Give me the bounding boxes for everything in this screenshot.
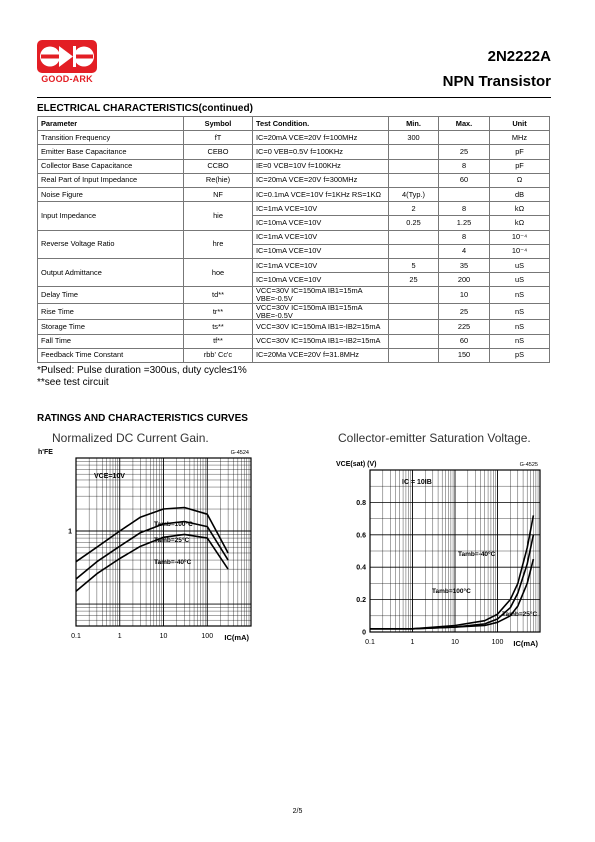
header-min: Min. <box>389 117 439 131</box>
part-description: NPN Transistor <box>442 73 551 90</box>
cell-parameter: Rise Time <box>38 303 184 320</box>
chart1-title: Normalized DC Current Gain. <box>52 431 209 445</box>
cell-unit: nS <box>490 320 550 334</box>
diode-logo-icon <box>37 40 97 73</box>
series-label: Tamb=-40°C <box>458 551 496 558</box>
cell-min <box>389 145 439 159</box>
table-row <box>38 145 550 159</box>
chart2-title: Collector-emitter Saturation Voltage. <box>338 431 531 445</box>
chart-annotation: IC = 10IB <box>402 479 432 486</box>
page-number: 2/5 <box>292 808 303 815</box>
saturation-voltage-chart <box>330 446 560 656</box>
cell-symbol: hie <box>184 202 253 230</box>
cell-parameter: Fall Time <box>38 334 184 348</box>
x-tick-label: 0.1 <box>71 633 81 640</box>
table-header-row <box>38 117 550 131</box>
cell-max: 225 <box>439 320 490 334</box>
cell-max: 8 <box>439 202 490 216</box>
y-axis-label: h'FE <box>38 449 53 456</box>
x-tick-label: 1 <box>410 639 415 646</box>
cell-max: 200 <box>439 273 490 287</box>
cell-symbol: CCBO <box>184 159 253 173</box>
cell-parameter: Input Impedance <box>38 202 184 230</box>
note-pulsed: *Pulsed: Pulse duration =300us, duty cycle≤1% <box>37 365 247 376</box>
cell-min <box>389 173 439 187</box>
header-parameter: Parameter <box>38 117 184 131</box>
cell-condition: IC=10mA VCE=10V <box>253 244 389 258</box>
series-label: Tamb=25°C <box>502 611 538 618</box>
y-axis-label: VCE(sat) (V) <box>336 461 377 468</box>
cell-max <box>439 187 490 201</box>
cell-min: 300 <box>389 131 439 145</box>
cell-condition: VCC=30V IC=150mA IB1=-IB2=15mA <box>253 334 389 348</box>
cell-parameter: Delay Time <box>38 287 184 304</box>
cell-condition: IC=10mA VCE=10V <box>253 216 389 230</box>
x-tick-label: 10 <box>159 633 168 640</box>
table-row <box>38 173 550 187</box>
cell-parameter: Feedback Time Constant <box>38 348 184 362</box>
cell-parameter: Real Part of Input Impedance <box>38 173 184 187</box>
brand-name: GOOD-ARK <box>41 74 93 84</box>
y-tick-label: 0.6 <box>356 532 366 540</box>
cell-parameter: Noise Figure <box>38 187 184 201</box>
cell-unit: 10⁻⁴ <box>490 230 550 244</box>
cell-max: 8 <box>439 159 490 173</box>
chart-code: G-4524 <box>230 450 249 456</box>
section-title-electrical: ELECTRICAL CHARACTERISTICS(continued) <box>37 103 253 114</box>
cell-symbol: tr** <box>184 303 253 320</box>
cell-condition: IE=0 VCB=10V f=100KHz <box>253 159 389 173</box>
cell-min <box>389 320 439 334</box>
table-row <box>38 230 550 244</box>
cell-min: 5 <box>389 258 439 272</box>
x-tick-label: 1 <box>117 633 122 640</box>
cell-condition: IC=1mA VCE=10V <box>253 258 389 272</box>
cell-max: 4 <box>439 244 490 258</box>
table-row <box>38 348 550 362</box>
cell-parameter: Reverse Voltage Ratio <box>38 230 184 258</box>
cell-unit: MHz <box>490 131 550 145</box>
x-axis-label: IC(mA) <box>224 633 249 642</box>
header-condition: Test Condition. <box>253 117 389 131</box>
series-label: Tamb=25°C <box>154 537 190 544</box>
y-tick-label: 0.2 <box>356 597 366 605</box>
cell-unit: pF <box>490 159 550 173</box>
cell-unit: kΩ <box>490 216 550 230</box>
cell-unit: nS <box>490 287 550 304</box>
chart-annotation: VCE=10V <box>94 473 125 480</box>
y-tick-label: 0 <box>362 629 366 637</box>
cell-min <box>389 159 439 173</box>
cell-max: 8 <box>439 230 490 244</box>
cell-condition: IC=0 VEB=0.5V f=100KHz <box>253 145 389 159</box>
cell-unit: kΩ <box>490 202 550 216</box>
series-label: Tamb=100°C <box>432 588 471 595</box>
cell-symbol: hoe <box>184 258 253 286</box>
cell-symbol: fT <box>184 131 253 145</box>
series-label: Tamb=100°C <box>154 521 193 528</box>
x-tick-label: 100 <box>491 639 504 646</box>
table-row <box>38 334 550 348</box>
cell-unit: dB <box>490 187 550 201</box>
cell-min: 0.25 <box>389 216 439 230</box>
table-row <box>38 187 550 201</box>
cell-parameter: Transition Frequency <box>38 131 184 145</box>
cell-max: 1.25 <box>439 216 490 230</box>
cell-symbol: tf** <box>184 334 253 348</box>
cell-unit: pS <box>490 348 550 362</box>
cell-condition: IC=10mA VCE=10V <box>253 273 389 287</box>
cell-unit: uS <box>490 273 550 287</box>
cell-symbol: hre <box>184 230 253 258</box>
cell-condition: IC=1mA VCE=10V <box>253 202 389 216</box>
y-tick-label: 0.8 <box>356 499 366 507</box>
cell-min: 2 <box>389 202 439 216</box>
cell-max: 150 <box>439 348 490 362</box>
cell-max: 60 <box>439 334 490 348</box>
table-row <box>38 320 550 334</box>
table-row <box>38 258 550 272</box>
cell-max: 60 <box>439 173 490 187</box>
cell-parameter: Collector Base Capacitance <box>38 159 184 173</box>
cell-unit: pF <box>490 145 550 159</box>
cell-min <box>389 348 439 362</box>
cell-condition: IC=20Ma VCE=20V f=31.8MHz <box>253 348 389 362</box>
cell-symbol: rbb' Cc'c <box>184 348 253 362</box>
header-symbol: Symbol <box>184 117 253 131</box>
cell-max: 25 <box>439 303 490 320</box>
cell-condition: IC=1mA VCE=10V <box>253 230 389 244</box>
table-row <box>38 159 550 173</box>
table-row <box>38 202 550 216</box>
cell-unit: nS <box>490 334 550 348</box>
electrical-characteristics-table <box>37 116 550 363</box>
cell-condition: VCC=30V IC=150mA IB1=15mA VBE=-0.5V <box>253 303 389 320</box>
cell-min: 4(Typ.) <box>389 187 439 201</box>
cell-symbol: CEBO <box>184 145 253 159</box>
cell-condition: IC=20mA VCE=20V f=100MHz <box>253 131 389 145</box>
y-tick-label: 1 <box>68 528 72 536</box>
table-row <box>38 287 550 304</box>
cell-condition: VCC=30V IC=150mA IB1=15mA VBE=-0.5V <box>253 287 389 304</box>
cell-symbol: td** <box>184 287 253 304</box>
cell-unit: 10⁻⁴ <box>490 244 550 258</box>
cell-parameter: Emitter Base Capacitance <box>38 145 184 159</box>
section-title-curves: RATINGS AND CHARACTERISTICS CURVES <box>37 413 248 424</box>
chart-code: G-4525 <box>519 462 538 468</box>
cell-min <box>389 244 439 258</box>
y-tick-label: 0.4 <box>356 564 366 572</box>
cell-condition: IC=20mA VCE=20V f=300MHz <box>253 173 389 187</box>
logo-mark <box>37 40 97 73</box>
cell-max: 10 <box>439 287 490 304</box>
cell-symbol: ts** <box>184 320 253 334</box>
plot-grid <box>370 470 540 632</box>
cell-unit: Ω <box>490 173 550 187</box>
cell-min: 25 <box>389 273 439 287</box>
header-unit: Unit <box>490 117 550 131</box>
cell-parameter: Storage Time <box>38 320 184 334</box>
cell-min <box>389 334 439 348</box>
header-divider <box>37 97 551 98</box>
cell-parameter: Output Admittance <box>38 258 184 286</box>
part-number: 2N2222A <box>487 48 551 65</box>
cell-symbol: NF <box>184 187 253 201</box>
dc-current-gain-chart <box>36 446 266 656</box>
note-test-circuit: **see test circuit <box>37 377 109 388</box>
cell-unit: uS <box>490 258 550 272</box>
cell-max <box>439 131 490 145</box>
cell-max: 35 <box>439 258 490 272</box>
cell-unit: nS <box>490 303 550 320</box>
x-tick-label: 0.1 <box>365 639 375 646</box>
cell-max: 25 <box>439 145 490 159</box>
cell-min <box>389 303 439 320</box>
series-label: Tamb=-40°C <box>154 559 192 566</box>
cell-condition: VCC=30V IC=150mA IB1=-IB2=15mA <box>253 320 389 334</box>
header-max: Max. <box>439 117 490 131</box>
cell-min <box>389 287 439 304</box>
table-row <box>38 303 550 320</box>
x-tick-label: 10 <box>451 639 459 646</box>
cell-symbol: Re(hie) <box>184 173 253 187</box>
x-tick-label: 100 <box>201 633 214 640</box>
cell-condition: IC=0.1mA VCE=10V f=1KHz RS=1KΩ <box>253 187 389 201</box>
table-row <box>38 131 550 145</box>
cell-min <box>389 230 439 244</box>
company-logo <box>37 40 97 88</box>
x-axis-label: IC(mA) <box>513 639 538 648</box>
